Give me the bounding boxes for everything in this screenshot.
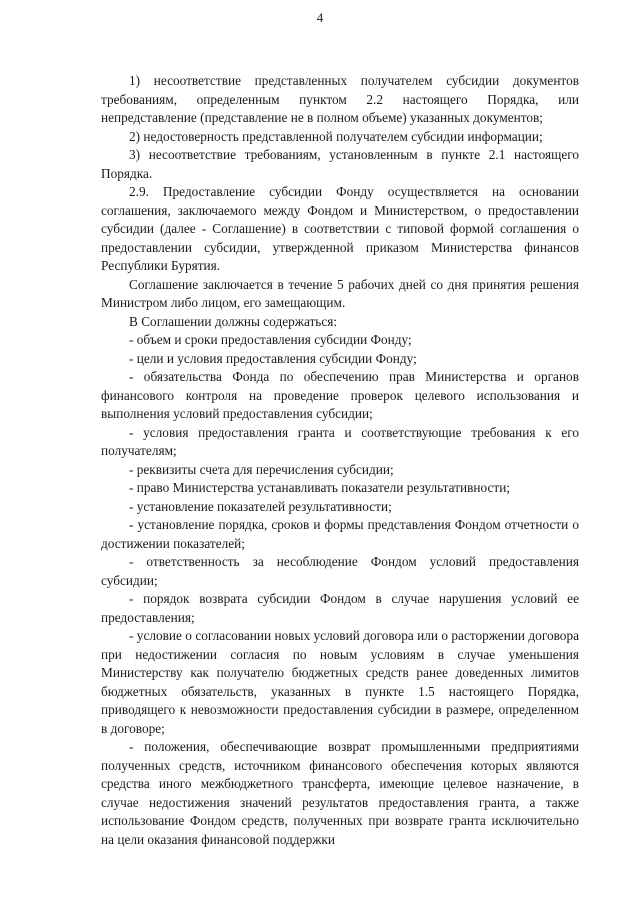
list-item: - условия предоставления гранта и соответствующие требования к его получателям;	[101, 424, 579, 458]
list-item: - ответственность за несоблюдение Фондом условий предоставления субсидии;	[101, 554, 579, 588]
document-body	[101, 72, 579, 849]
list-item: - положения, обеспечивающие возврат промышленными предприятиями полученных средств, источником финансового обеспечения которых являются средства иного межбюджетного трансферта, имеющие целевое назначение, в случае недостижения значений результатов предоставления гранта, а также использование Фондом средств, полученных при возврате гранта исключительно на цели оказания финансовой поддержки	[101, 739, 579, 847]
list-item: - установление порядка, сроков и формы представления Фондом отчетности о достижении показателей;	[101, 517, 579, 551]
list-item: - порядок возврата субсидии Фондом в случае нарушения условий ее предоставления;	[101, 591, 579, 625]
list-item: - объем и сроки предоставления субсидии Фонду;	[129, 332, 412, 347]
list-item: - условие о согласовании новых условий договора или о расторжении договора при недостижении согласия по новым условиям в случае уменьшения Министерству как получателю бюджетных средств ранее доведенных лимитов бюджетных обязательств, указанных в пункте 1.5 настоящего Порядка, приводящего к невозможности предоставления субсидии в размере, определенном в договоре;	[101, 628, 579, 736]
page-number: 4	[316, 10, 324, 25]
list-item: - реквизиты счета для перечисления субсидии;	[129, 461, 394, 477]
paragraph: В Соглашении должны содержаться:	[129, 313, 338, 329]
paragraph: 3) несоответствие требованиям, установленным в пункте 2.1 настоящего Порядка.	[101, 147, 579, 181]
paragraph: Соглашение заключается в течение 5 рабочих дней со дня принятия решения Министром либо лицом, его замещающим.	[101, 276, 579, 310]
paragraph: 2) недостоверность представленной получателем субсидии информации;	[129, 128, 543, 144]
list-item: - установление показателей результативности;	[129, 498, 392, 514]
list-item: - цели и условия предоставления субсидии Фонду;	[129, 350, 417, 366]
paragraph: 2.9. Предоставление субсидии Фонду осуществляется на основании соглашения, заключаемого между Фондом и Министерством, о предоставлении субсидии (далее - Соглашение) в соответствии с типовой формой соглашения о предоставлении субсидии, утвержденной приказом Министерства финансов Республики Бурятия.	[101, 184, 579, 273]
paragraph: 1) несоответствие представленных получателем субсидии документов требованиям, определенным пунктом 2.2 настоящего Порядка, или непредставление (представление не в полном объеме) указанных документов;	[101, 73, 579, 125]
list-item: - право Министерства устанавливать показатели результативности;	[129, 480, 511, 495]
list-item: - обязательства Фонда по обеспечению прав Министерства и органов финансового контроля на проведение проверок целевого использования и выполнения условий предоставления субсидии;	[101, 369, 579, 421]
